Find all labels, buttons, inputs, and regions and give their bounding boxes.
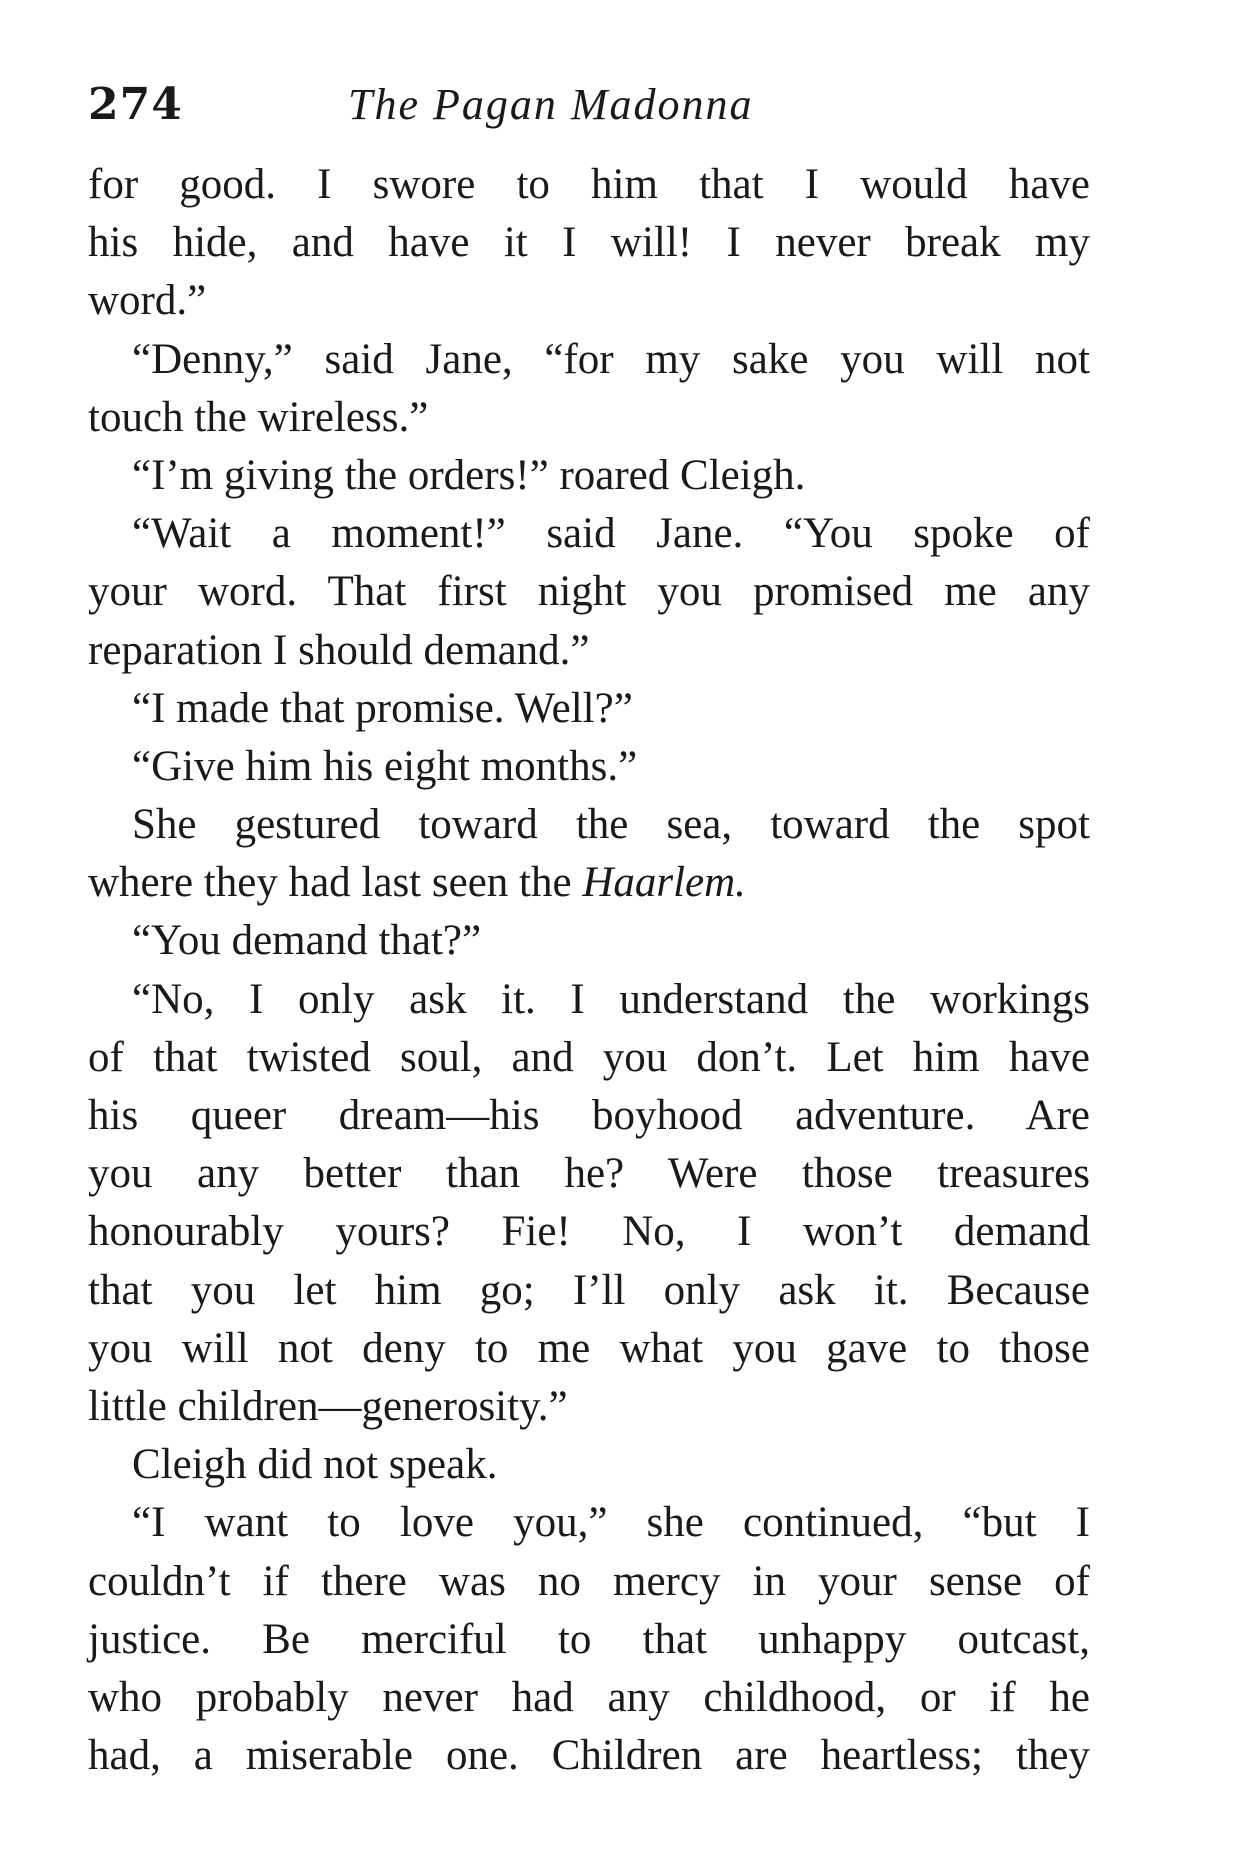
text-line: word.” (88, 277, 207, 325)
text-line: “Give him his eight months.” (132, 742, 638, 790)
text-line: couldn’t if there was no mercy in your sense of (88, 1557, 1090, 1605)
text-line: that you let him go; I’ll only ask it. Because (88, 1266, 1090, 1314)
page-header (88, 75, 1088, 145)
text-line: touch the wireless.” (88, 393, 429, 441)
text-line: “I made that promise. Well?” (132, 684, 633, 732)
text-line: little children—generosity.” (88, 1382, 568, 1430)
text-line: you any better than he? Were those treasures (88, 1150, 1090, 1198)
text-line: his hide, and have it I will! I never break my (88, 219, 1090, 267)
text-line: where they had last seen the Haarlem. (88, 859, 746, 907)
text-line: reparation I should demand.” (88, 626, 590, 674)
text-line: “Wait a moment!” said Jane. “You spoke of (132, 510, 1090, 558)
text-line: justice. Be merciful to that unhappy outcast, (88, 1615, 1090, 1663)
text-line: of that twisted soul, and you don’t. Let him have (88, 1033, 1090, 1081)
text-line: “Denny,” said Jane, “for my sake you will not (132, 335, 1090, 383)
text-line: your word. That first night you promised me any (88, 568, 1090, 616)
text-line: you will not deny to me what you gave to those (88, 1324, 1090, 1372)
text-line: “No, I only ask it. I understand the workings (132, 975, 1090, 1023)
text-line: “You demand that?” (132, 917, 482, 965)
text-line: had, a miserable one. Children are heartless; they (88, 1732, 1090, 1780)
text-line: She gestured toward the sea, toward the spot (132, 801, 1090, 849)
text-line: who probably never had any childhood, or if he (88, 1673, 1090, 1721)
text-line: for good. I swore to him that I would have (88, 161, 1090, 208)
running-title: The Pagan Madonna (348, 80, 754, 129)
text-line: honourably yours? Fie! No, I won’t demand (88, 1208, 1090, 1256)
text-line: “I’m giving the orders!” roared Cleigh. (132, 451, 806, 499)
text-line: “I want to love you,” she continued, “but I (132, 1499, 1090, 1547)
body-text (88, 156, 1090, 1785)
page-number: 274 (88, 79, 183, 130)
text-line: Cleigh did not speak. (132, 1441, 498, 1489)
ship-name: Haarlem. (582, 859, 746, 907)
text-line: his queer dream—his boyhood adventure. Are (88, 1092, 1090, 1139)
